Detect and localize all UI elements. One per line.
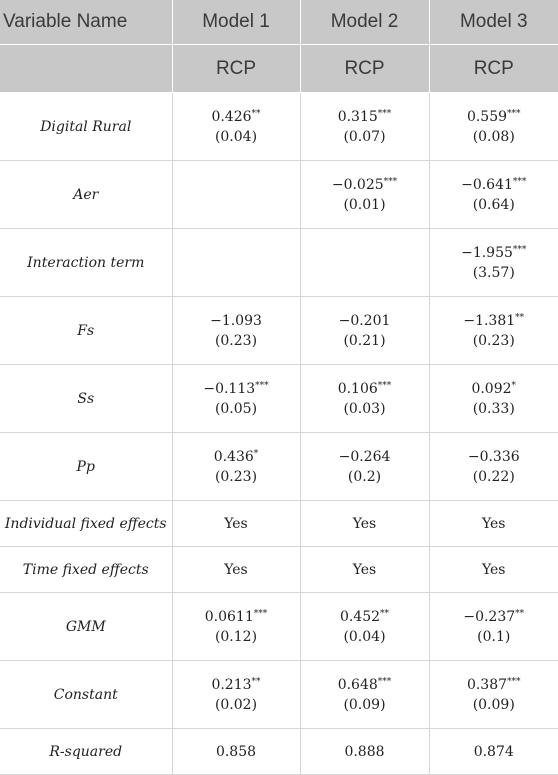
coefficient-cell: [429, 229, 558, 297]
coefficient-cell: [429, 297, 558, 365]
coefficient-line: [301, 311, 429, 331]
significance-stars: **: [515, 608, 525, 619]
coefficient-cell: [429, 661, 558, 729]
standard-error: (0.1): [477, 628, 511, 645]
significance-stars: ***: [507, 108, 521, 119]
header-row-dependent: [0, 45, 558, 93]
table-row: [0, 297, 558, 365]
coefficient-cell: [300, 501, 429, 547]
coefficient-line: [301, 742, 429, 762]
coefficient-line: [301, 175, 429, 195]
coefficient-cell: [429, 161, 558, 229]
standard-error: (0.23): [472, 332, 515, 349]
standard-error: (3.57): [472, 264, 515, 281]
coefficient-line: [430, 379, 558, 399]
table-row: [0, 161, 558, 229]
variable-name-cell: R-squared: [0, 729, 172, 775]
standard-error: (0.22): [472, 468, 515, 485]
significance-stars: *: [511, 380, 517, 391]
coefficient-value: Yes: [482, 515, 506, 532]
standard-error: (0.23): [214, 332, 258, 349]
coefficient-line: [430, 175, 558, 195]
coefficient-value: 0.559: [466, 108, 508, 125]
coefficient-cell: [172, 433, 300, 501]
standard-error: (0.05): [214, 400, 258, 417]
coefficient-cell: [300, 593, 429, 661]
coefficient-line: [173, 379, 300, 399]
table-row: [0, 593, 558, 661]
coefficient-cell: [429, 729, 558, 775]
table-row: [0, 229, 558, 297]
dependent-variable-3: RCP: [429, 45, 558, 93]
coefficient-value: Yes: [224, 515, 248, 532]
coefficient-cell: [300, 661, 429, 729]
table-row: [0, 547, 558, 593]
coefficient-cell: [300, 433, 429, 501]
coefficient-value: 0.387: [466, 676, 508, 693]
coefficient-value: 0.426: [211, 108, 252, 125]
significance-stars: *: [253, 448, 259, 459]
coefficient-line: [430, 560, 558, 580]
coefficient-value: 0.106: [337, 380, 378, 397]
coefficient-value: 0.452: [339, 608, 381, 625]
coefficient-line: [301, 514, 429, 534]
variable-name-cell: Pp: [0, 433, 172, 501]
coefficient-cell: [300, 729, 429, 775]
coefficient-cell: [172, 661, 300, 729]
significance-stars: **: [251, 676, 261, 687]
standard-error: (0.04): [343, 628, 386, 645]
coefficient-line: [173, 675, 300, 695]
coefficient-line: [301, 607, 429, 627]
standard-error: (0.03): [343, 400, 386, 417]
significance-stars: **: [251, 108, 261, 119]
coefficient-value: 0.858: [215, 743, 257, 760]
variable-name-cell: Aer: [0, 161, 172, 229]
coefficient-cell: [429, 501, 558, 547]
coefficient-value: −0.237: [463, 608, 516, 625]
coefficient-value: −0.336: [467, 448, 520, 465]
standard-error: (0.2): [347, 468, 382, 485]
table-row: [0, 501, 558, 547]
header-row-models: [0, 0, 558, 45]
coefficient-line: [173, 742, 300, 762]
coefficient-line: [430, 107, 558, 127]
coefficient-line: [301, 107, 429, 127]
coefficient-line: [173, 514, 300, 534]
dependent-variable-1: RCP: [172, 45, 300, 93]
table-row: [0, 93, 558, 161]
coefficient-cell: [300, 229, 429, 297]
coefficient-cell: [429, 433, 558, 501]
significance-stars: ***: [377, 108, 392, 119]
significance-stars: ***: [377, 380, 392, 391]
table-row: [0, 433, 558, 501]
coefficient-value: Yes: [352, 561, 377, 578]
coefficient-value: −1.093: [210, 312, 262, 329]
coefficient-cell: [172, 547, 300, 593]
model-2-header: Model 2: [300, 0, 429, 45]
significance-stars: ***: [253, 608, 268, 619]
coefficient-value: Yes: [482, 561, 506, 578]
table-body: [0, 93, 558, 775]
coefficient-cell: [172, 93, 300, 161]
coefficient-value: −0.113: [203, 380, 256, 397]
significance-stars: **: [515, 312, 525, 323]
standard-error: (0.64): [472, 196, 515, 213]
variable-name-cell: Digital Rural: [0, 93, 172, 161]
coefficient-value: 0.436: [213, 448, 254, 465]
coefficient-value: Yes: [224, 561, 248, 578]
coefficient-value: 0.888: [344, 743, 385, 760]
coefficient-line: [301, 447, 429, 467]
standard-error: (0.08): [472, 128, 515, 145]
variable-name-header: Variable Name: [0, 0, 172, 45]
coefficient-cell: [429, 365, 558, 433]
header-blank-cell: [0, 45, 172, 93]
coefficient-line: [301, 675, 429, 695]
standard-error: (0.33): [472, 400, 515, 417]
coefficient-cell: [429, 547, 558, 593]
table-row: [0, 661, 558, 729]
coefficient-cell: [172, 593, 300, 661]
coefficient-line: [173, 107, 300, 127]
variable-name-cell: Interaction term: [0, 229, 172, 297]
coefficient-line: [430, 607, 558, 627]
coefficient-value: 0.315: [337, 108, 378, 125]
coefficient-value: −0.641: [461, 176, 513, 193]
standard-error: (0.12): [214, 628, 258, 645]
coefficient-value: 0.0611: [204, 608, 254, 625]
coefficient-value: −1.955: [461, 244, 513, 261]
significance-stars: **: [380, 608, 390, 619]
coefficient-value: −0.025: [331, 176, 384, 193]
coefficient-value: −0.201: [338, 312, 391, 329]
variable-name-cell: GMM: [0, 593, 172, 661]
coefficient-line: [430, 742, 558, 762]
coefficient-value: 0.648: [337, 676, 378, 693]
standard-error: (0.01): [343, 196, 386, 213]
variable-name-cell: Time fixed effects: [0, 547, 172, 593]
coefficient-cell: [300, 93, 429, 161]
model-1-header: Model 1: [172, 0, 300, 45]
coefficient-line: [301, 560, 429, 580]
coefficient-line: [430, 243, 558, 263]
standard-error: (0.09): [343, 696, 386, 713]
coefficient-line: [173, 447, 300, 467]
coefficient-cell: [172, 729, 300, 775]
significance-stars: ***: [512, 244, 527, 255]
standard-error: (0.07): [343, 128, 386, 145]
coefficient-line: [430, 447, 558, 467]
variable-name-cell: Ss: [0, 365, 172, 433]
table-row: [0, 729, 558, 775]
standard-error: (0.02): [214, 696, 258, 713]
coefficient-value: 0.092: [471, 380, 512, 397]
coefficient-line: [430, 514, 558, 534]
coefficient-cell: [300, 547, 429, 593]
coefficient-value: Yes: [352, 515, 377, 532]
variable-name-cell: Individual fixed effects: [0, 501, 172, 547]
coefficient-cell: [172, 229, 300, 297]
model-3-header: Model 3: [429, 0, 558, 45]
variable-name-cell: Constant: [0, 661, 172, 729]
coefficient-cell: [172, 297, 300, 365]
coefficient-value: 0.874: [473, 743, 514, 760]
significance-stars: ***: [255, 380, 269, 391]
coefficient-cell: [172, 365, 300, 433]
coefficient-cell: [172, 161, 300, 229]
standard-error: (0.09): [472, 696, 515, 713]
coefficient-cell: [429, 593, 558, 661]
significance-stars: ***: [383, 176, 398, 187]
significance-stars: ***: [507, 676, 521, 687]
coefficient-value: −1.381: [463, 312, 516, 329]
coefficient-cell: [300, 297, 429, 365]
standard-error: (0.04): [214, 128, 258, 145]
significance-stars: ***: [512, 176, 527, 187]
dependent-variable-2: RCP: [300, 45, 429, 93]
variable-name-cell: Fs: [0, 297, 172, 365]
coefficient-line: [173, 311, 300, 331]
coefficient-cell: [172, 501, 300, 547]
table-row: [0, 365, 558, 433]
coefficient-value: 0.213: [211, 676, 252, 693]
coefficient-value: −0.264: [338, 448, 391, 465]
significance-stars: ***: [377, 676, 392, 687]
coefficient-line: [173, 560, 300, 580]
coefficient-line: [173, 607, 300, 627]
coefficient-line: [430, 311, 558, 331]
coefficient-line: [430, 675, 558, 695]
standard-error: (0.23): [214, 468, 258, 485]
coefficient-cell: [300, 161, 429, 229]
coefficient-cell: [429, 93, 558, 161]
coefficient-line: [301, 379, 429, 399]
standard-error: (0.21): [343, 332, 386, 349]
coefficient-cell: [300, 365, 429, 433]
